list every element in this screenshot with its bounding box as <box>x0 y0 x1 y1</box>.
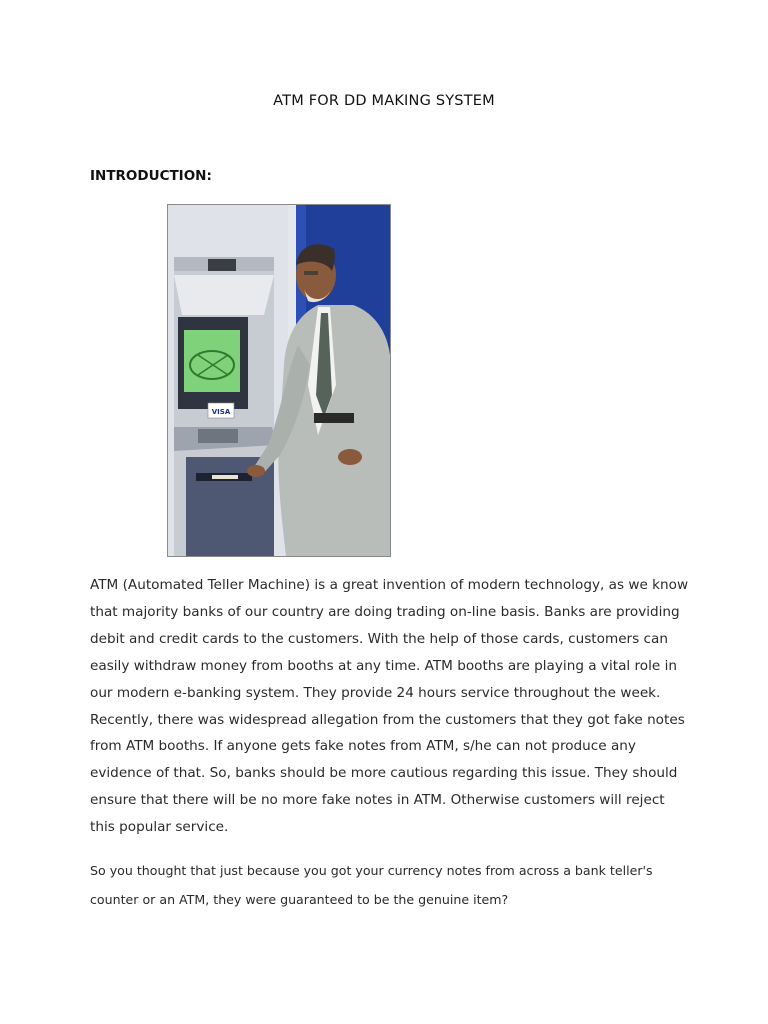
atm-camera <box>208 259 236 271</box>
atm-photo <box>167 204 391 557</box>
section-heading-introduction: INTRODUCTION: <box>90 168 212 184</box>
atm-illustration <box>168 205 390 556</box>
man-hand <box>247 465 265 477</box>
currency-question-paragraph: So you thought that just because you got your currency notes from across a bank teller's counter or an ATM, they were guaranteed to be the genuine item? <box>90 863 653 907</box>
intro-paragraph: ATM (Automated Teller Machine) is a great invention of modern technology, as we know that majority banks of our country are doing trading on-line basis. Banks are providing debit and credit cards to the customers. With the help of those cards, customers can easily withdraw money from booths at any time. ATM booths are playing a vital role in our modern e-banking system. They provide 24 hours service throughout the week. Recently, there was widespread allegation from the customers that they got fake notes from ATM booths. If anyone gets fake notes from ATM, s/he can not produce any evidence of that. So, banks should be more cautious regarding this issue. They should ensure that there will be no more fake notes in ATM. Otherwise customers will reject this popular service. <box>90 577 689 836</box>
document-title: ATM FOR DD MAKING SYSTEM <box>273 93 495 109</box>
atm-screen <box>184 330 240 392</box>
visa-logo: VISA <box>211 408 231 416</box>
man-jacket <box>278 305 390 556</box>
